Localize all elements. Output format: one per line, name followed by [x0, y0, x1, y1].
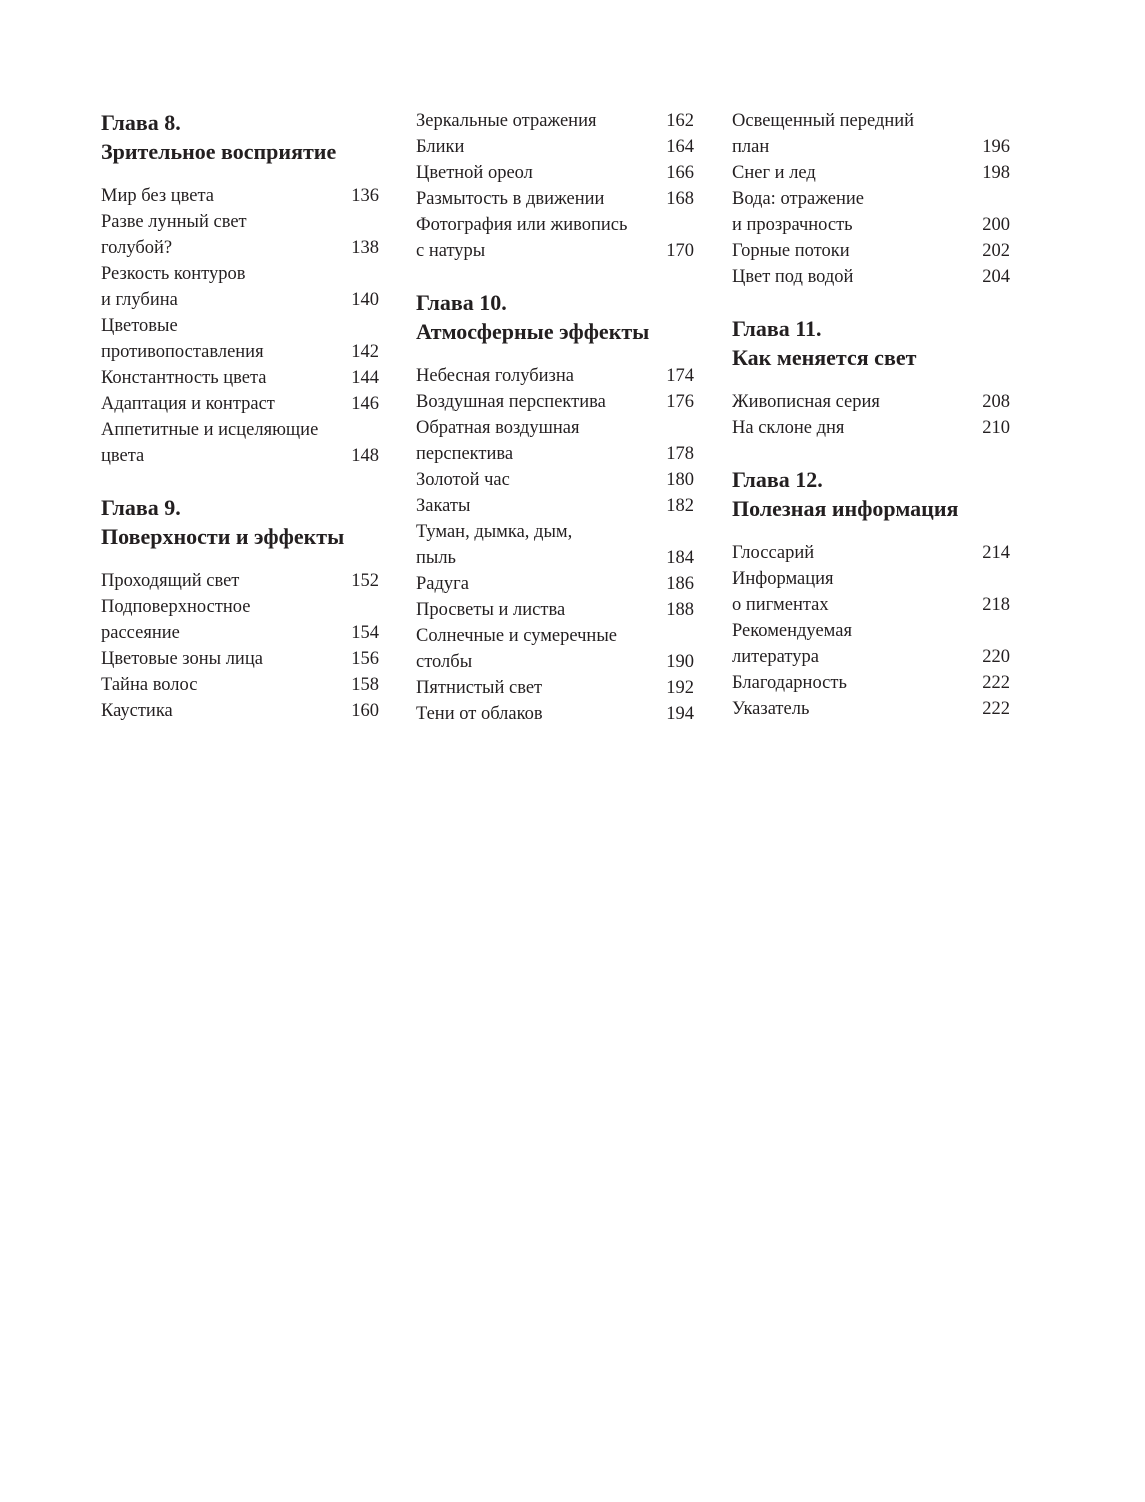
chapter-title: Как меняется свет	[732, 345, 917, 370]
toc-entry-title: Рекомендуемая литература	[732, 621, 852, 667]
toc-entry-page: 146	[351, 394, 379, 414]
chapter-title: Атмосферные эффекты	[416, 319, 650, 344]
toc-entry-title: Золотой час	[416, 470, 510, 490]
toc-entry-page: 176	[666, 392, 694, 412]
toc-entry	[732, 160, 1010, 186]
toc-entry-title: Информация о пигментах	[732, 569, 834, 615]
toc-entry	[416, 675, 694, 701]
chapter-label: Глава 12.	[732, 467, 823, 492]
toc-entry-title: Зеркальные отражения	[416, 111, 597, 131]
toc-column-3	[732, 108, 1010, 746]
toc-entry-page: 170	[666, 241, 694, 261]
toc-entry-title: Фотография или живопись с натуры	[416, 215, 628, 261]
toc-entry	[101, 417, 379, 469]
toc-entry-page: 164	[666, 137, 694, 157]
toc-entry-page: 144	[351, 368, 379, 388]
toc-entry-page: 178	[666, 444, 694, 464]
chapter-heading	[416, 288, 694, 346]
chapter-title: Полезная информация	[732, 496, 959, 521]
toc-entry	[101, 365, 379, 391]
toc-entry-title: Аппетитные и исцеляющие цвета	[101, 420, 319, 466]
toc-entry-page: 154	[351, 623, 379, 643]
toc-entry-page: 218	[982, 595, 1010, 615]
toc-entry	[732, 415, 1010, 441]
toc-entry-title: Разве лунный свет голубой?	[101, 212, 247, 258]
toc-entry-title: Указатель	[732, 699, 810, 719]
toc-entry-title: Мир без цвета	[101, 186, 215, 206]
chapter-title: Поверхности и эффекты	[101, 524, 345, 549]
toc-entry	[101, 261, 379, 313]
toc-entry-title: Подповерхностное рассеяние	[101, 597, 251, 643]
toc-entry-title: Каустика	[101, 701, 173, 721]
toc-entry-page: 214	[982, 543, 1010, 563]
toc-entry-title: Туман, дымка, дым, пыль	[416, 522, 573, 568]
toc-entry	[732, 264, 1010, 290]
toc-entry-title: Обратная воздушная перспектива	[416, 418, 580, 464]
toc-entry-title: Адаптация и контраст	[101, 394, 275, 414]
toc-entry	[732, 186, 1010, 238]
toc-entry-page: 208	[982, 392, 1010, 412]
chapter-label: Глава 11.	[732, 316, 822, 341]
chapter-heading	[101, 493, 379, 551]
toc-entry-page: 156	[351, 649, 379, 669]
toc-entry	[416, 493, 694, 519]
toc-entry-title: Радуга	[416, 574, 469, 594]
toc-entry-page: 190	[666, 652, 694, 672]
toc-entry	[732, 108, 1010, 160]
toc-entry	[732, 389, 1010, 415]
toc-entry-title: Цветовые зоны лица	[101, 649, 263, 669]
chapter-heading	[732, 465, 1010, 523]
toc-entry-page: 184	[666, 548, 694, 568]
toc-entry-title: Цветовые противопоставления	[101, 316, 264, 362]
toc-entry-page: 140	[351, 290, 379, 310]
toc-entry	[416, 186, 694, 212]
toc-entry	[101, 646, 379, 672]
toc-entry	[416, 160, 694, 186]
toc-entry	[416, 389, 694, 415]
toc-entry	[732, 238, 1010, 264]
toc-entry	[416, 571, 694, 597]
toc-entry	[416, 519, 694, 571]
toc-entry-title: На склоне дня	[732, 418, 845, 438]
toc-entry-title: Резкость контуров и глубина	[101, 264, 246, 310]
toc-entry	[101, 672, 379, 698]
toc-entry-title: Небесная голубизна	[416, 366, 574, 386]
toc-entry-page: 136	[351, 186, 379, 206]
toc-entry	[416, 597, 694, 623]
toc-entry-page: 182	[666, 496, 694, 516]
toc-entry	[732, 696, 1010, 722]
toc-entry-title: Блики	[416, 137, 465, 157]
toc-entry-title: Проходящий свет	[101, 571, 240, 591]
toc-entry	[416, 701, 694, 727]
toc-entry	[101, 698, 379, 724]
chapter-heading	[101, 108, 379, 166]
toc-entry-page: 204	[982, 267, 1010, 287]
toc-entry-page: 220	[982, 647, 1010, 667]
toc-entry-page: 168	[666, 189, 694, 209]
toc-entry	[732, 670, 1010, 696]
toc-entry-page: 222	[982, 673, 1010, 693]
toc-entry-title: Константность цвета	[101, 368, 267, 388]
toc-entry-title: Вода: отражение и прозрачность	[732, 189, 864, 235]
toc-continued-entries	[416, 108, 694, 264]
toc-entry-title: Глоссарий	[732, 543, 815, 563]
toc-entry	[101, 313, 379, 365]
toc-column-1	[101, 108, 379, 748]
toc-entry	[101, 183, 379, 209]
chapter-heading	[732, 314, 1010, 372]
toc-entry	[101, 594, 379, 646]
toc-entry-title: Живописная серия	[732, 392, 880, 412]
toc-entry	[732, 618, 1010, 670]
toc-entry-page: 152	[351, 571, 379, 591]
toc-entry	[416, 415, 694, 467]
toc-entry-page: 210	[982, 418, 1010, 438]
toc-entry-page: 222	[982, 699, 1010, 719]
toc-entry-title: Цветной ореол	[416, 163, 533, 183]
toc-entry-page: 198	[982, 163, 1010, 183]
toc-entry-title: Солнечные и сумеречные столбы	[416, 626, 617, 672]
toc-entry-page: 196	[982, 137, 1010, 157]
toc-column-2	[416, 108, 694, 751]
toc-entry-page: 158	[351, 675, 379, 695]
toc-entry-page: 160	[351, 701, 379, 721]
toc-entry-page: 148	[351, 446, 379, 466]
toc-entry-title: Закаты	[416, 496, 471, 516]
toc-entry-title: Пятнистый свет	[416, 678, 543, 698]
toc-entry	[732, 540, 1010, 566]
toc-entry-title: Горные потоки	[732, 241, 850, 261]
toc-entry	[416, 363, 694, 389]
toc-entry-page: 202	[982, 241, 1010, 261]
chapter-label: Глава 10.	[416, 290, 507, 315]
chapter-title: Зрительное восприятие	[101, 139, 337, 164]
toc-entry-page: 188	[666, 600, 694, 620]
toc-entry	[416, 134, 694, 160]
toc-chapter	[416, 288, 694, 727]
toc-entry-title: Благодарность	[732, 673, 847, 693]
toc-entry	[416, 108, 694, 134]
toc-entry-title: Просветы и листва	[416, 600, 566, 620]
toc-entry-page: 192	[666, 678, 694, 698]
toc-entry-page: 162	[666, 111, 694, 131]
toc-chapter	[101, 493, 379, 724]
toc-entry	[101, 391, 379, 417]
toc-entry-page: 186	[666, 574, 694, 594]
toc-chapter	[732, 314, 1010, 441]
toc-continued-entries	[732, 108, 1010, 290]
toc-entry-title: Цвет под водой	[732, 267, 854, 287]
toc-entry	[416, 212, 694, 264]
toc-entry-page: 166	[666, 163, 694, 183]
toc-chapter	[101, 108, 379, 469]
toc-entry	[101, 209, 379, 261]
toc-entry-page: 194	[666, 704, 694, 724]
chapter-label: Глава 9.	[101, 495, 181, 520]
toc-entry-page: 200	[982, 215, 1010, 235]
toc-entry-title: Тайна волос	[101, 675, 198, 695]
toc-entry	[416, 623, 694, 675]
toc-entry-page: 174	[666, 366, 694, 386]
toc-entry-page: 180	[666, 470, 694, 490]
toc-chapter	[732, 465, 1010, 722]
toc-entry-page: 142	[351, 342, 379, 362]
toc-entry-title: Снег и лед	[732, 163, 816, 183]
chapter-label: Глава 8.	[101, 110, 181, 135]
toc-entry-title: Тени от облаков	[416, 704, 543, 724]
toc-entry-title: Воздушная перспектива	[416, 392, 606, 412]
toc-entry-page: 138	[351, 238, 379, 258]
toc-entry-title: Освещенный передний план	[732, 111, 915, 157]
toc-entry	[732, 566, 1010, 618]
toc-entry	[416, 467, 694, 493]
toc-entry-title: Размытость в движении	[416, 189, 605, 209]
toc-entry	[101, 568, 379, 594]
